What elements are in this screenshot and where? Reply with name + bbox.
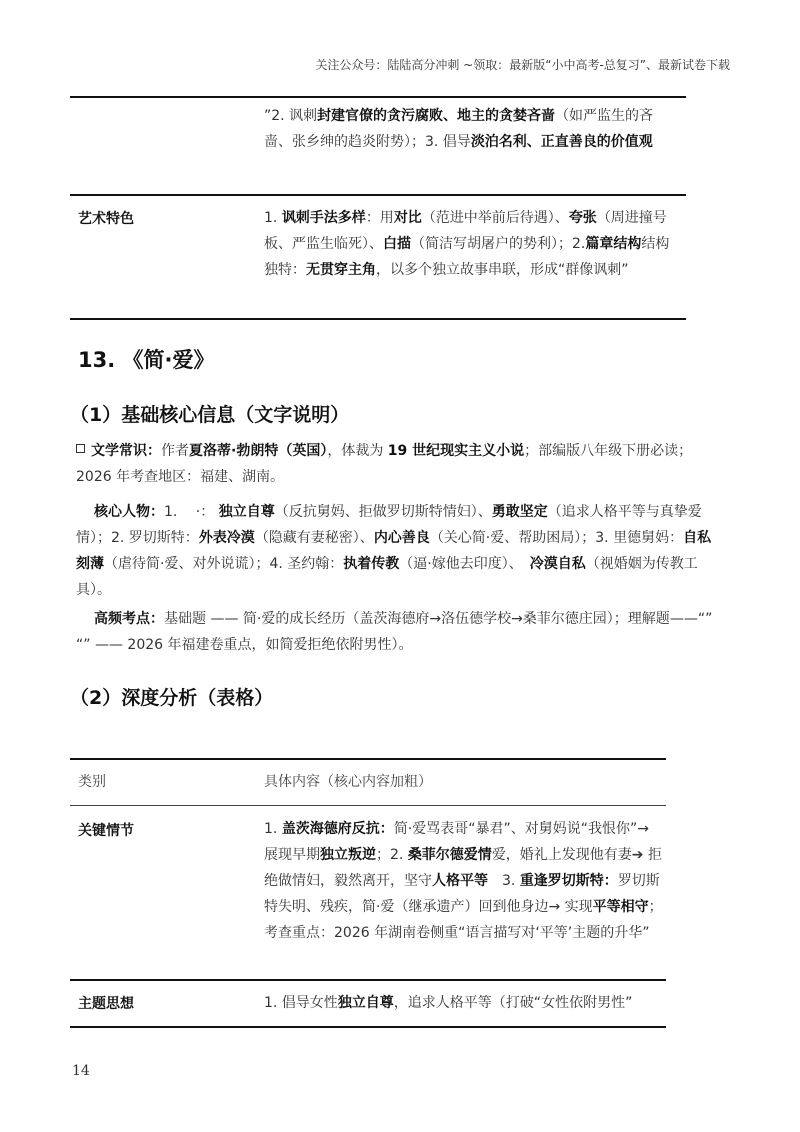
para-bold: 勇敢坚定 <box>491 504 548 520</box>
cell-text: ，以多个独立故事串联，形成“群像讽刺” <box>376 262 629 278</box>
cell-bold: 平等相守 <box>592 899 649 915</box>
section-title: 13. 《简·爱》 <box>78 348 215 372</box>
cell-text: 1. <box>264 210 282 226</box>
table-row-divider <box>70 194 686 196</box>
table-bottom-border <box>70 318 686 320</box>
cell-bold: 盖茨海德府反抗： <box>281 821 394 837</box>
table-top-border <box>70 96 686 98</box>
cell-text: 1. <box>264 821 282 837</box>
cell-bold: 桑菲尔德爱情 <box>407 847 492 863</box>
para-text: 1. ·： <box>164 504 219 520</box>
cell-bold: 独立自尊 <box>337 995 394 1011</box>
cell-bold: 独立叛逆 <box>320 847 376 863</box>
para-text: 基础题 —— 简·爱的成长经历（盖茨海德府→洛伍德学校→桑菲尔德庄园）；理解题 <box>164 611 670 627</box>
cell-text: ；2. <box>376 847 408 863</box>
table2-header-content: 具体内容（核心内容加粗） <box>264 774 432 790</box>
subsection-title-analysis: （2）深度分析（表格） <box>70 687 274 709</box>
cell-text: （范进中举前后待遇）、 <box>421 210 569 226</box>
table2-header-category: 类别 <box>78 774 106 790</box>
table2-top-border <box>70 758 666 760</box>
cell-bold: 白描 <box>383 236 411 252</box>
paragraph-core-characters <box>76 499 716 603</box>
cell-text: 罗切斯特失明、残疾，简·爱（继承遗产）回到他身边→ 实现 <box>264 873 660 915</box>
cell-bold: 讽刺手法多样 <box>281 210 366 226</box>
para-text: （追求人格平等与真挚爱情）；2. 罗切斯特： <box>76 504 702 546</box>
para-text: （关心简·爱、帮助困局）；3. 里德舅妈： <box>429 530 684 546</box>
table2-cell-content <box>264 990 674 1016</box>
row-label-key-plot: 关键情节 <box>78 823 134 839</box>
cell-text: ，追求人格平等（打破“女性依附男性” <box>393 995 633 1011</box>
cell-bold: 对比 <box>393 210 422 226</box>
table2-cell-content <box>264 816 664 946</box>
row-label-art: 艺术特色 <box>78 211 134 227</box>
para-bold: 独立自尊 <box>218 504 275 520</box>
cell-bold: 淡泊名利、正直善良的价值观 <box>470 134 653 150</box>
cell-text: 爱，婚礼上发现他有妻➔ 拒绝做情妇，毅然离开，坚守 <box>264 847 662 889</box>
cell-text: ”2. 讽刺 <box>264 108 318 124</box>
para-bold: 执着传教 <box>343 556 400 572</box>
cell-text: ：用 <box>365 210 394 226</box>
para-text: 作者 <box>161 443 189 459</box>
para-bold: 核心人物： <box>94 504 164 520</box>
para-bold: 内心善良 <box>373 530 430 546</box>
para-bold: 文学常识： <box>91 443 161 459</box>
para-text: （视婚姻为传教工具）。 <box>76 556 698 598</box>
table2-header-divider <box>70 805 666 806</box>
cell-bold: 夸张 <box>568 210 597 226</box>
table2-bottom-border <box>70 1026 666 1028</box>
cell-text: 结构独特： <box>264 236 670 278</box>
cell-text: （周进撞号板、严监生临死）、 <box>264 210 667 252</box>
cell-text: 简·爱骂表哥“暴君”、对舅妈说“我恨你”→ 展现早期 <box>264 821 650 863</box>
para-bold: 19 世纪现实主义小说 <box>387 443 525 459</box>
cell-bold: 重逢罗切斯特： <box>519 873 618 889</box>
paragraph-literary-knowledge <box>76 438 716 490</box>
cell-bold: 无贯穿主角 <box>306 262 376 278</box>
page-number: 14 <box>72 1063 90 1079</box>
cell-bold: 封建官僚的贪污腐败、地主的贪婪吝啬 <box>317 108 556 124</box>
para-text: （虐待简·爱、对外说谎）；4. 圣约翰： <box>104 556 344 572</box>
paragraph-exam-points <box>76 606 716 658</box>
cell-text: 3. <box>488 873 520 889</box>
para-bold: 外表冷漠 <box>198 530 255 546</box>
table2-row-divider <box>70 979 666 981</box>
cell-bold: 人格平等 <box>432 873 488 889</box>
table-cell-content <box>264 205 676 283</box>
para-bold: 自私刻薄 <box>76 530 712 572</box>
para-text: ——“” “” —— 2026 年福建卷重点，如简爱拒绝依附男性）。 <box>76 611 713 653</box>
para-text: ；部编版八年级下册必读；2026 年考查地区：福建、湖南。 <box>76 443 693 485</box>
table-cell-content <box>264 103 676 155</box>
para-bold: 高频考点： <box>94 611 164 627</box>
cell-bold: 篇章结构 <box>585 236 642 252</box>
para-bold: 夏洛蒂·勃朗特（英国） <box>189 443 328 459</box>
checkbox-bullet-icon <box>76 444 85 453</box>
para-text: （逼·嫁他去印度）、 <box>399 556 530 572</box>
cell-text: （简洁写胡屠户的势利）；2. <box>411 236 586 252</box>
para-text: （隐藏有妻秘密）、 <box>254 530 374 546</box>
para-text: （反抗舅妈、拒做罗切斯特情妇）、 <box>274 504 492 520</box>
page-header: 关注公众号：陆陆高分冲刺 ~领取：最新版“小中高考-总复习”、最新试卷下载 <box>315 58 730 72</box>
cell-text: （如严监生的吝啬、张乡绅的趋炎附势）；3. 倡导 <box>264 108 654 150</box>
para-text: ，体裁为 <box>327 443 388 459</box>
para-bold: 冷漠自私 <box>529 556 586 572</box>
cell-text: ；考查重点：2026 年湖南卷侧重“语言描写对‘平等’主题的升华” <box>264 899 663 941</box>
cell-text: 1. 倡导女性 <box>264 995 338 1011</box>
subsection-title-basic: （1）基础核心信息（文字说明） <box>70 404 350 426</box>
row-label-theme: 主题思想 <box>78 996 134 1012</box>
